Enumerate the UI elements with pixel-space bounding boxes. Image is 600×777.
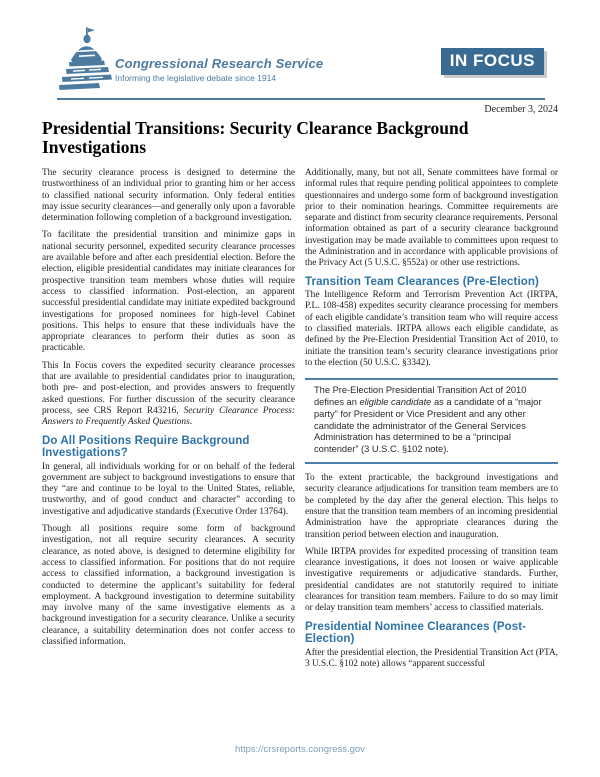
right-column (305, 168, 558, 676)
paragraph: Though all positions require some form of background investigation, not all require security clearances. A security clearance, as noted above, is designed to determine eligibility for access to classified information. For positions that do not require access to classified information, a background investigation is conducted to determine the applicant’s suitability for federal employment. A background investigation to determine suitability may involve many of the same investigative elements as a background investigation for a security clearance. Unlike a security clearance, a suitability determination does not confer access to classified information. (42, 524, 295, 647)
callout-text: as a candidate of a “major party” for President or Vice President and any other candidate the administrator of the General Services Administration has determined to be a “principal contender” (3 U.S.C. §102 note). (314, 397, 542, 455)
footer-url-link[interactable]: https://crsreports.congress.gov (235, 744, 365, 755)
paragraph-text: . (189, 417, 193, 428)
section-heading-positions: Do All Positions Require Background Investigations? (42, 434, 250, 460)
paragraph: After the presidential election, the Presidential Transition Act (PTA, 3 U.S.C. §102 note) allows “apparent successful (305, 647, 558, 669)
left-column (42, 168, 295, 676)
org-block (115, 56, 323, 83)
paragraph: Additionally, many, but not all, Senate committees have formal or informal rules that require pending political appointees to complete questionnaires and undergo some form of background investigation prior to their nomination hearings. Committee requirements are separate and distinct from security clearance requirements. Personal information obtained as part of a security clearance background investigation may be made available to committees upon request to the Administration and in accordance with applicable provisions of the Privacy Act (5 U.S.C. §552a) or other use restrictions. (305, 168, 558, 269)
header (57, 26, 545, 100)
paragraph-text: This In Focus covers the expedited security clearance processes that are available to presidential candidates prior to inauguration, both pre- and post-election, and provides answers to frequently asked questions. For further discussion of the security clearance process, see CRS Report R43216, (42, 360, 295, 416)
org-tagline: Informing the legislative debate since 1914 (115, 73, 277, 83)
publication-date: December 3, 2024 (484, 104, 558, 115)
callout-emphasis: eligible candidate (359, 397, 432, 408)
paragraph: To the extent practicable, the background investigations and security clearance adjudications for transition team members are to be completed by the day after the general election. This helps to ensure that the transition team members of an incoming presidential Administration have the appropriate clearances during the transition period between election and inauguration. (305, 473, 558, 540)
org-name: Congressional Research Service (115, 56, 324, 71)
paragraph (42, 361, 295, 429)
document-body (42, 104, 558, 676)
footer (0, 744, 600, 755)
header-divider (57, 98, 545, 100)
callout-text: The Pre-Election Presidential Transition Act of 2010 defines an (314, 385, 527, 408)
callout-box (305, 378, 558, 464)
paragraph: While IRTPA provides for expedited processing of transition team clearance investigations, it does not loosen or waive applicable investigative requirements or adjudicative standards. Further, presidential candidates are not statutorily required to initiate clearances for transition team members. Failure to do so may limit or delay transition team members’ access to classified materials. (305, 546, 558, 614)
crs-report-title: Security Clearance Process: Answers to Frequently Asked Questions (42, 405, 295, 428)
capitol-dome-icon (59, 26, 113, 94)
section-heading-transition-team: Transition Team Clearances (Pre-Election) (305, 275, 539, 288)
paragraph: The security clearance process is designed to determine the trustworthiness of an individual prior to granting him or her access to classified national security information. Only federal entities may issue security clearances—and generally only upon a favorable determination following completion of a background investigation. (42, 168, 295, 224)
in-focus-badge: IN FOCUS (441, 48, 544, 75)
section-heading-nominee: Presidential Nominee Clearances (Post-Election) (305, 620, 527, 646)
page-title: Presidential Transitions: Security Clearance Background Investigations (42, 118, 469, 157)
two-column-layout (42, 168, 558, 676)
paragraph: In general, all individuals working for or on behalf of the federal government are subject to background investigations to ensure that they “are and continue to be loyal to the United States, reliable, trustworthy, and of good conduct and character” according to investigative and adjudicative standards (Executive Order 13764). (42, 461, 295, 517)
paragraph: The Intelligence Reform and Terrorism Prevention Act (IRTPA, P.L. 108-458) expedites security clearance processing for members of each eligible candidate’s transition team who will require access to classified materials. IRTPA allows each eligible candidate, as defined by the Pre-Election Presidential Transition Act of 2010, to initiate the transition team’s security clearance investigations prior to the election (50 U.S.C. §3342). (305, 290, 558, 368)
paragraph: To facilitate the presidential transition and minimize gaps in national security personnel, expedited security clearance processes are available before and after each presidential election. Before the election, eligible presidential candidates may initiate clearances for prospective transition team members whose duties will require access to classified information. Post-election, an apparent successful presidential candidate may initiate expedited background investigations for proposed nominees for high-level Cabinet positions. This helps to ensure that these individuals have the appropriate clearances to perform their duties as soon as practicable. (42, 230, 295, 354)
